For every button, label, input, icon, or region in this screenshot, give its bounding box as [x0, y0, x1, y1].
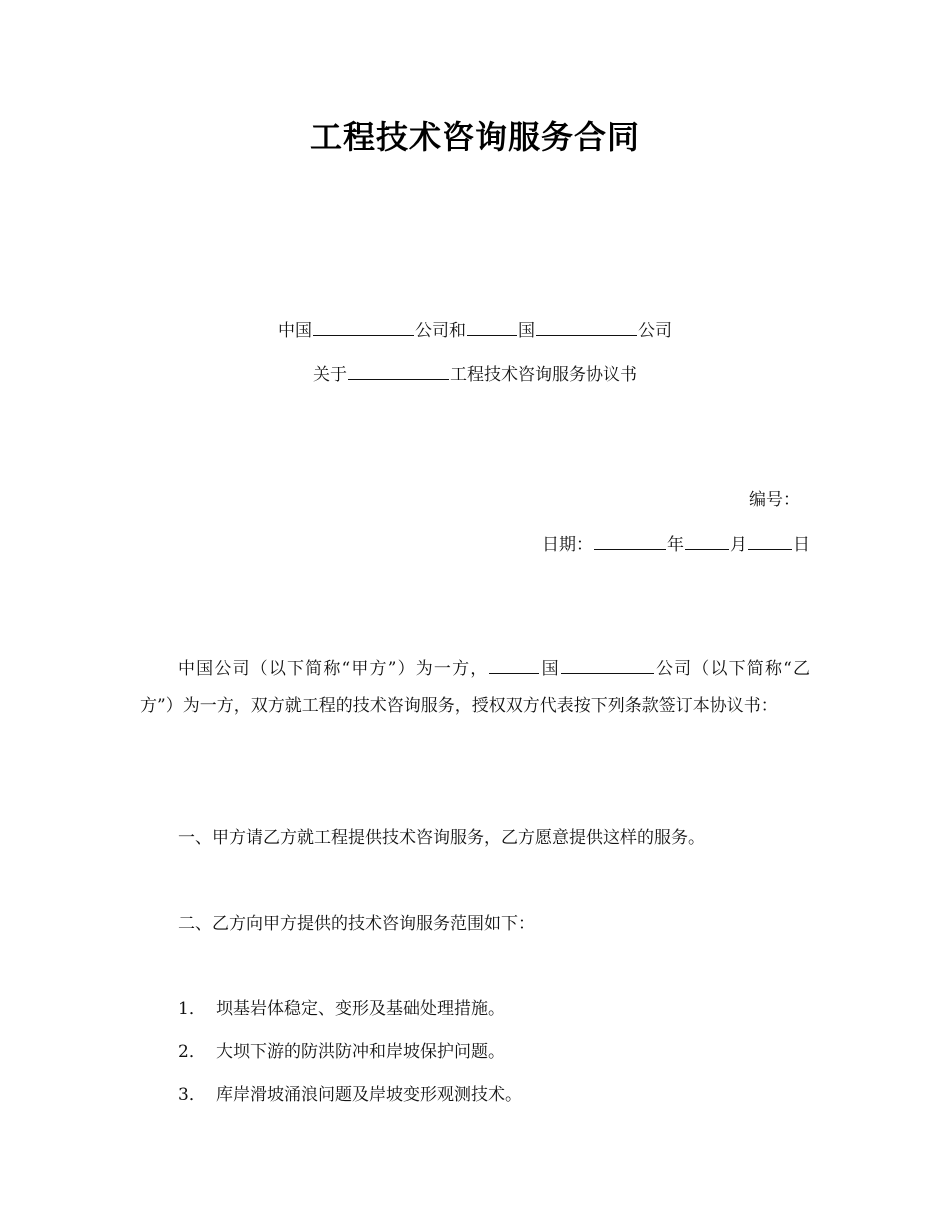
blank-field	[348, 362, 449, 380]
list-item-number: 3．	[178, 1085, 206, 1105]
intro-text: 中国公司（以下简称“甲方”）为一方，	[178, 659, 489, 679]
blank-field	[594, 532, 666, 550]
list-item-text: 坝基岩体稳定、变形及基础处理措施。	[216, 999, 505, 1019]
blank-field	[561, 656, 654, 674]
blank-field	[536, 318, 637, 336]
header-text: 工程技术咨询服务协议书	[450, 365, 637, 385]
list-item	[178, 1084, 522, 1106]
intro-paragraph	[140, 651, 810, 725]
header-text: 关于	[313, 365, 347, 385]
date-month-label: 月	[730, 535, 747, 555]
serial-number: 编号：	[749, 490, 800, 510]
blank-field	[748, 532, 792, 550]
date-line	[542, 532, 810, 556]
header-text: 中国	[278, 321, 312, 341]
list-item-text: 库岸滑坡涌浪问题及岸坡变形观测技术。	[216, 1085, 522, 1105]
clause-1: 一、甲方请乙方就工程提供技术咨询服务，乙方愿意提供这样的服务。	[178, 828, 705, 848]
header-line-subject	[0, 362, 950, 386]
list-item	[178, 1041, 505, 1063]
header-text: 国	[518, 321, 535, 341]
list-item-number: 2．	[178, 1042, 206, 1062]
header-text: 公司	[638, 321, 672, 341]
blank-field	[489, 656, 539, 674]
header-text: 公司和	[415, 321, 466, 341]
intro-text: 国	[540, 659, 560, 679]
date-year-label: 年	[667, 535, 684, 555]
date-day-label: 日	[793, 535, 810, 555]
list-item-number: 1．	[178, 999, 206, 1019]
document-title: 工程技术咨询服务合同	[309, 118, 640, 156]
list-item-text: 大坝下游的防洪防冲和岸坡保护问题。	[216, 1042, 505, 1062]
intro-text: 公司（以下简称“乙方”）为一方，双方就工程的技术咨询服务，授权双方代表按下列条款签订本协议书：	[140, 659, 810, 716]
blank-field	[685, 532, 729, 550]
date-label: 日期：	[542, 535, 593, 555]
list-item	[178, 998, 505, 1020]
header-line-parties	[0, 318, 950, 342]
clause-2: 二、乙方向甲方提供的技术咨询服务范围如下：	[178, 914, 535, 934]
blank-field	[467, 318, 517, 336]
blank-field	[313, 318, 414, 336]
